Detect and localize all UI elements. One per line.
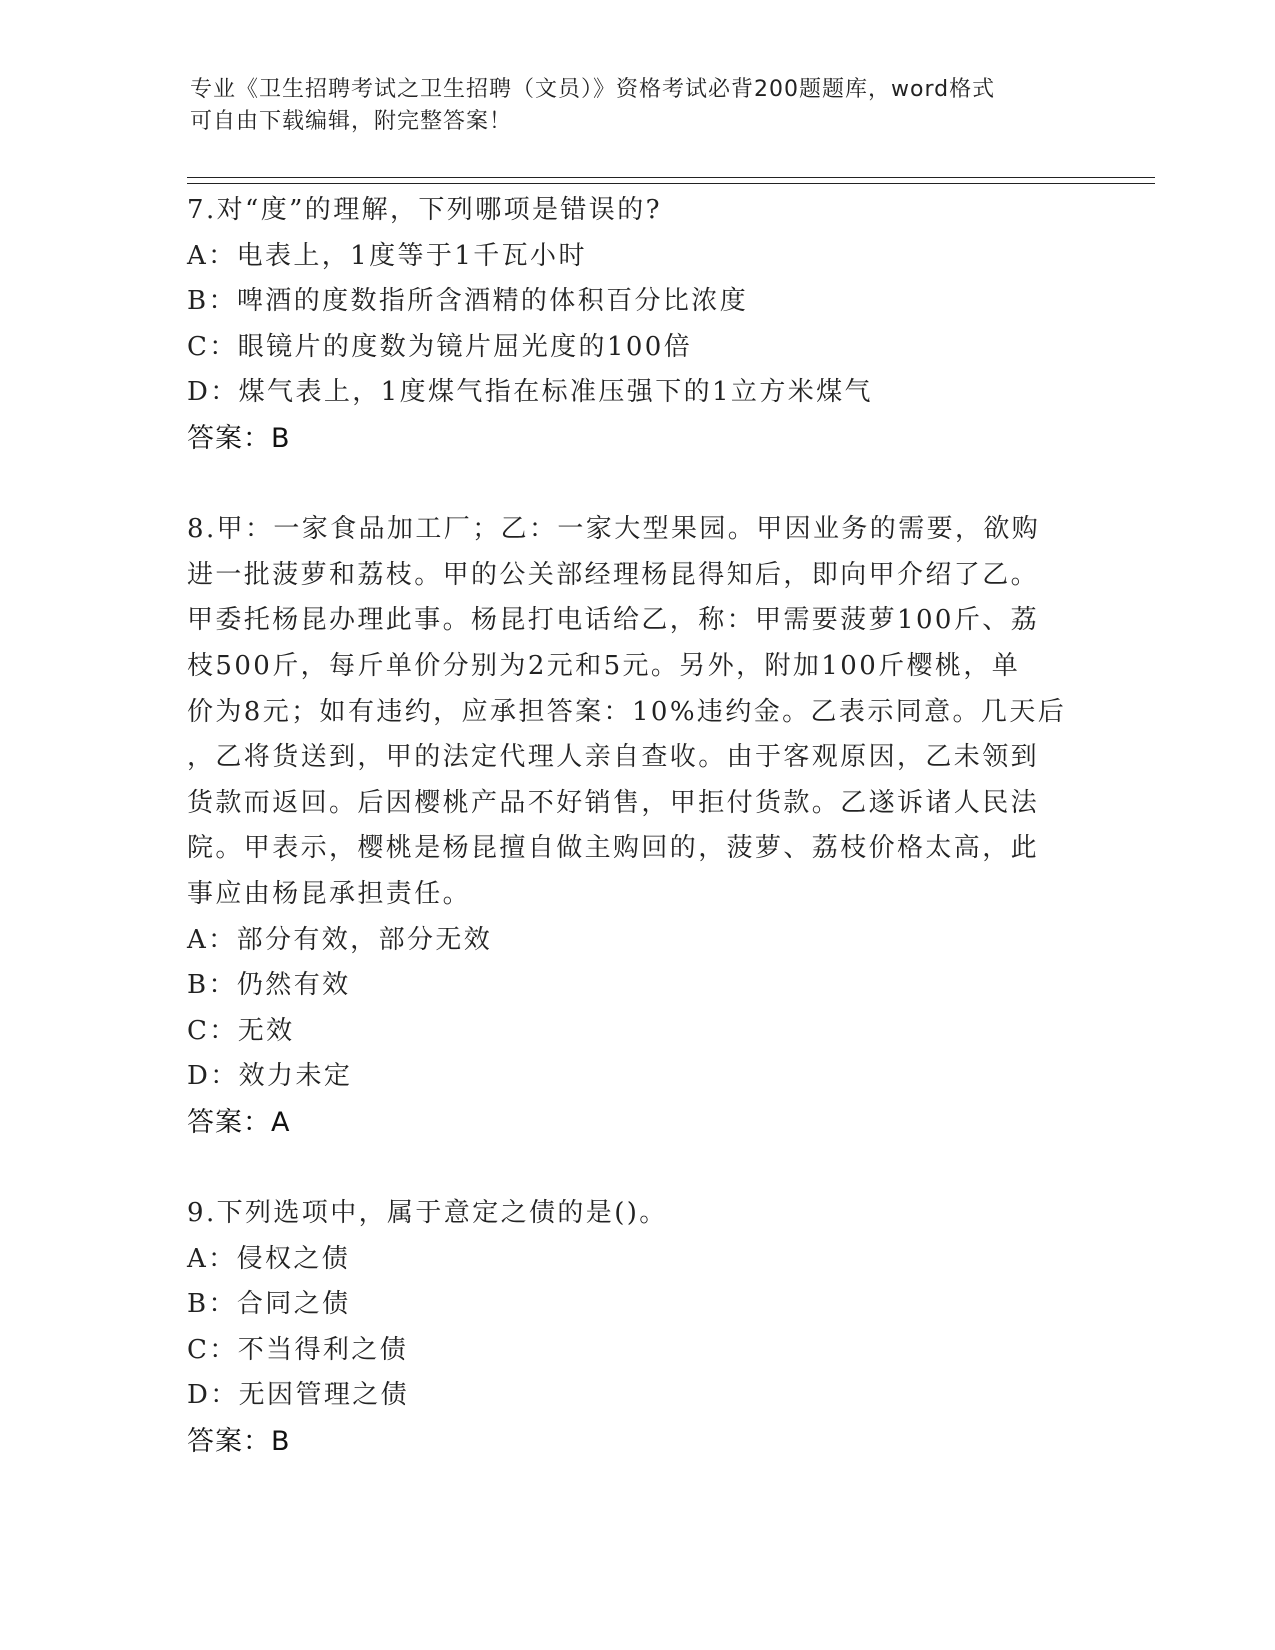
question-stem-line-8: 院。甲表示，樱桃是杨昆擅自做主购回的，菠萝、荔枝价格太高，此 bbox=[187, 833, 1040, 864]
spacer bbox=[187, 462, 1087, 508]
header-rule-top bbox=[187, 177, 1155, 178]
question-7 bbox=[187, 188, 1087, 462]
option-c: C：无效 bbox=[187, 1015, 295, 1046]
header-line-2: 可自由下载编辑，附完整答案！ bbox=[190, 109, 513, 134]
option-c: C：眼镜片的度数为镜片屈光度的100倍 bbox=[187, 331, 693, 362]
answer-line: 答案：A bbox=[187, 1106, 291, 1138]
option-b: B：仍然有效 bbox=[187, 970, 351, 1001]
question-8 bbox=[187, 507, 1087, 1145]
option-c: C：不当得利之债 bbox=[187, 1334, 409, 1365]
option-a: A：侵权之债 bbox=[187, 1243, 351, 1274]
question-stem: 7.对“度”的理解，下列哪项是错误的? bbox=[187, 195, 662, 225]
answer-line: 答案：B bbox=[187, 422, 291, 454]
question-stem-line-7: 货款而返回。后因樱桃产品不好销售，甲拒付货款。乙遂诉诸人民法 bbox=[187, 787, 1040, 818]
option-d: D：煤气表上，1度煤气指在标准压强下的1立方米煤气 bbox=[187, 377, 873, 408]
question-stem-line-9: 事应由杨昆承担责任。 bbox=[187, 878, 472, 909]
option-a: A：电表上，1度等于1千瓦小时 bbox=[187, 240, 587, 271]
question-stem-line-1: 8.甲：一家食品加工厂；乙：一家大型果园。甲因业务的需要，欲购 bbox=[187, 514, 1041, 545]
option-a: A：部分有效，部分无效 bbox=[187, 924, 493, 955]
question-stem: 9.下列选项中，属于意定之债的是()。 bbox=[187, 1198, 668, 1229]
option-d: D：无因管理之债 bbox=[187, 1380, 410, 1411]
question-stem-line-3: 甲委托杨昆办理此事。杨昆打电话给乙，称：甲需要菠萝100斤、荔 bbox=[187, 605, 1040, 636]
question-list bbox=[187, 188, 1087, 1465]
question-stem-line-6: ，乙将货送到，甲的法定代理人亲自查收。由于客观原因，乙未领到 bbox=[187, 742, 1040, 773]
question-stem-line-5: 价为8元；如有违约，应承担答案：10%违约金。乙表示同意。几天后 bbox=[187, 696, 1067, 727]
spacer bbox=[187, 1145, 1087, 1191]
question-stem-line-4: 枝500斤，每斤单价分别为2元和5元。另外，附加100斤樱桃，单 bbox=[187, 650, 1021, 681]
header-line-1: 专业《卫生招聘考试之卫生招聘（文员）》资格考试必背200题题库，word格式 bbox=[190, 77, 996, 102]
option-b: B：啤酒的度数指所含酒精的体积百分比浓度 bbox=[187, 286, 749, 317]
option-b: B：合同之债 bbox=[187, 1289, 351, 1320]
question-stem-line-2: 进一批菠萝和荔枝。甲的公关部经理杨昆得知后，即向甲介绍了乙。 bbox=[187, 559, 1040, 590]
header-rule-bottom bbox=[187, 183, 1155, 184]
document-header bbox=[190, 74, 1070, 138]
option-d: D：效力未定 bbox=[187, 1061, 353, 1092]
answer-line: 答案：B bbox=[187, 1426, 291, 1458]
question-9 bbox=[187, 1191, 1087, 1465]
